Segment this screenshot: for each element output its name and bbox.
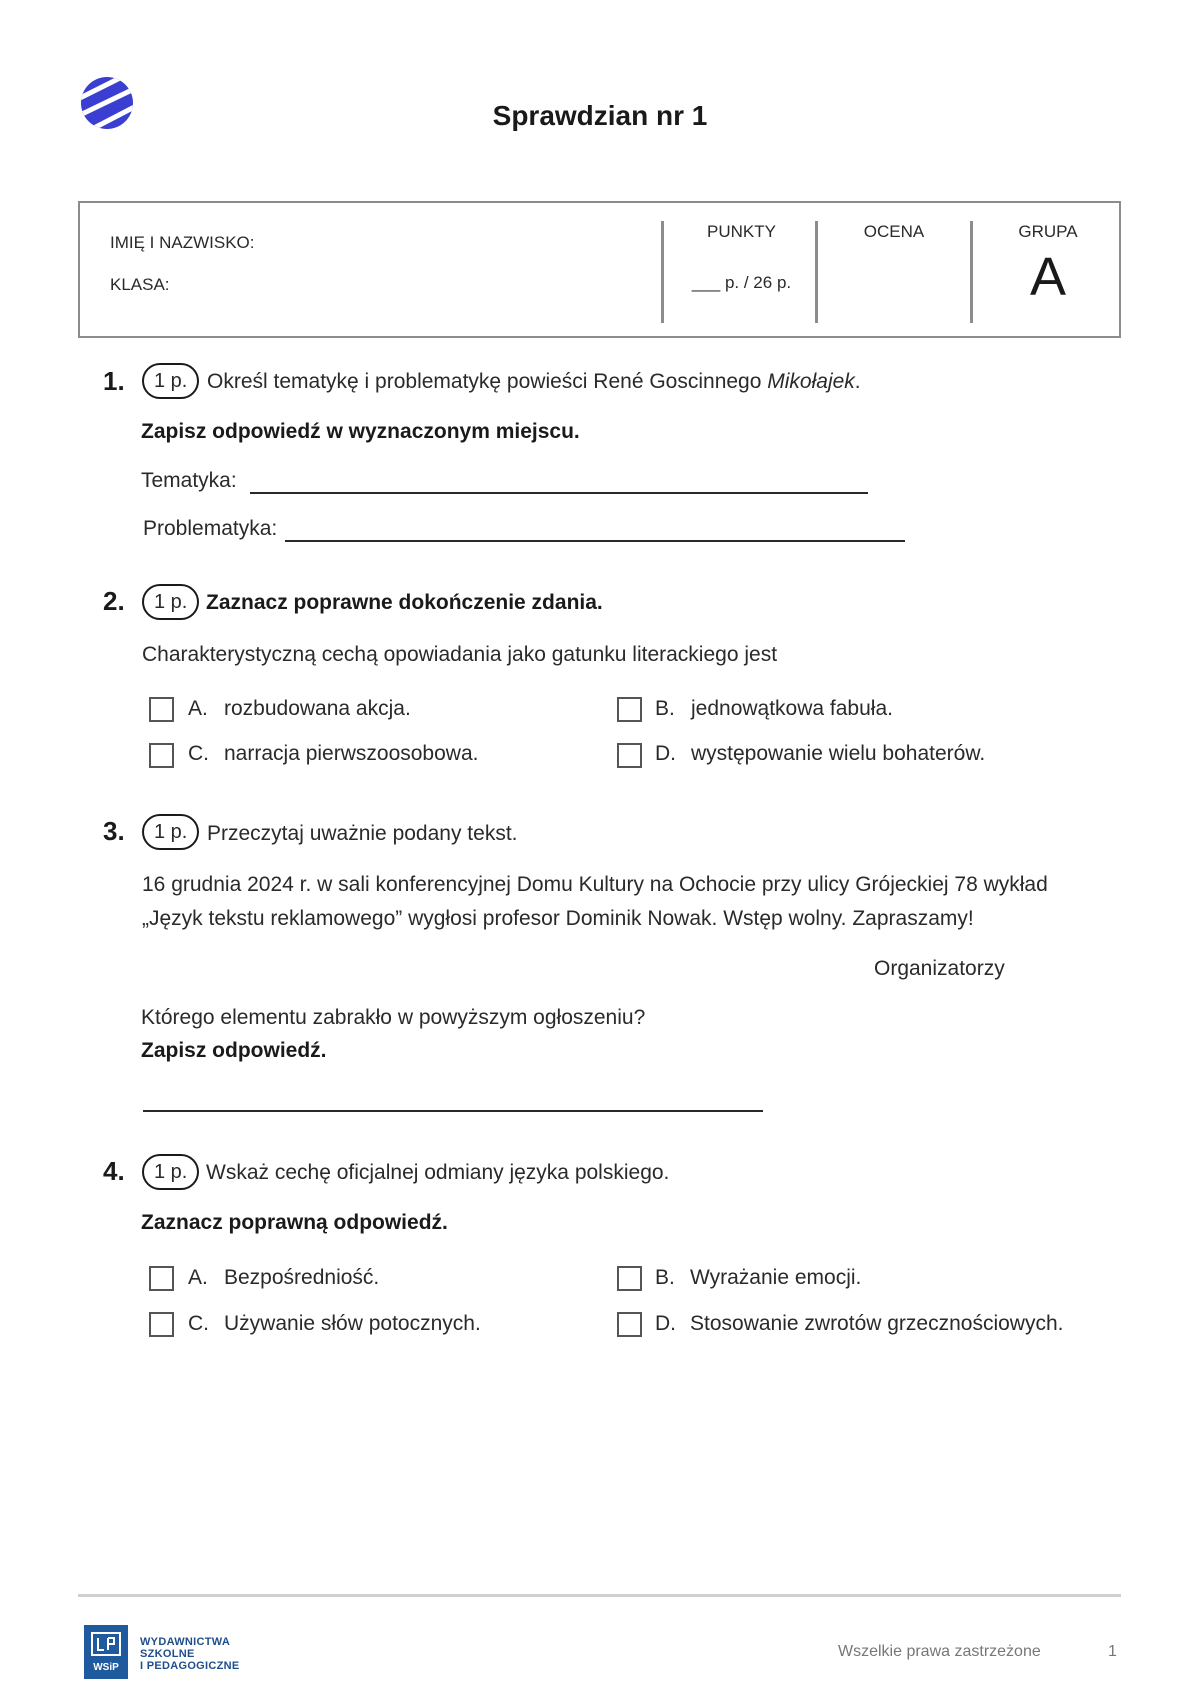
- option-d-checkbox[interactable]: [617, 743, 642, 768]
- points-badge: 1 p.: [142, 1154, 199, 1190]
- announcement-text: „Język tekstu reklamowego” wygłosi profesor Dominik Nowak. Wstęp wolny. Zapraszamy!: [142, 907, 974, 930]
- points-value: ___ p. / 26 p.: [691, 273, 792, 292]
- task-prompt: Wskaż cechę oficjalnej odmiany języka polskiego.: [206, 1161, 670, 1184]
- option-c-checkbox[interactable]: [149, 1312, 174, 1337]
- option-text: jednowątkowa fabuła.: [691, 697, 893, 720]
- points-header: PUNKTY: [707, 222, 776, 241]
- option-letter: B.: [655, 1266, 675, 1289]
- points-badge: 1 p.: [142, 584, 199, 620]
- option-letter: B.: [655, 697, 675, 720]
- option-text: Używanie słów potocznych.: [224, 1312, 481, 1335]
- task-instruction: Zapisz odpowiedź w wyznaczonym miejscu.: [141, 420, 580, 443]
- task-number: 1.: [103, 366, 125, 396]
- student-info-box: [78, 201, 1121, 338]
- task-prompt: Zaznacz poprawne dokończenie zdania.: [206, 591, 603, 614]
- copyright-notice: Wszelkie prawa zastrzeżone: [838, 1643, 1041, 1660]
- class-label: KLASA:: [110, 275, 170, 294]
- publisher-line: I PEDAGOGICZNE: [140, 1660, 240, 1672]
- field-label: Tematyka:: [141, 469, 237, 492]
- footer-divider: [78, 1594, 1121, 1597]
- option-letter: D.: [655, 1312, 676, 1335]
- group-header: GRUPA: [1018, 222, 1078, 241]
- name-label: IMIĘ I NAZWISKO:: [110, 233, 255, 252]
- task-number: 2.: [103, 586, 125, 616]
- option-text: rozbudowana akcja.: [224, 697, 411, 720]
- task-prompt: Przeczytaj uważnie podany tekst.: [207, 822, 518, 845]
- group-letter: A: [1029, 247, 1067, 307]
- page-number: 1: [1108, 1643, 1117, 1660]
- option-text: narracja pierwszoosobowa.: [224, 742, 479, 765]
- field-label: Problematyka:: [143, 517, 278, 540]
- points-badge: 1 p.: [142, 363, 199, 399]
- option-c-checkbox[interactable]: [149, 743, 174, 768]
- task-number: 3.: [103, 816, 125, 846]
- option-letter: C.: [188, 742, 209, 765]
- option-b-checkbox[interactable]: [617, 697, 642, 722]
- option-text: występowanie wielu bohaterów.: [691, 742, 986, 765]
- announcement-text: 16 grudnia 2024 r. w sali konferencyjnej Domu Kultury na Ochocie przy ulicy Grójeckiej 78 wykład: [142, 873, 1048, 896]
- publisher-line: SZKOLNE: [140, 1648, 195, 1660]
- wsip-logo-icon: [84, 1625, 128, 1679]
- option-a-checkbox[interactable]: [149, 697, 174, 722]
- publisher-line: WYDAWNICTWA: [140, 1636, 231, 1648]
- option-text: Wyrażanie emocji.: [690, 1266, 862, 1289]
- option-letter: C.: [188, 1312, 209, 1335]
- page-title: Sprawdzian nr 1: [492, 100, 708, 131]
- book-title: Mikołajek: [767, 370, 855, 393]
- task-question: Którego elementu zabrakło w powyższym ogłoszeniu?: [141, 1006, 646, 1029]
- task-stem: Charakterystyczną cechą opowiadania jako gatunku literackiego jest: [142, 643, 778, 666]
- option-d-checkbox[interactable]: [617, 1312, 642, 1337]
- answer-line[interactable]: [250, 492, 868, 494]
- option-text: Stosowanie zwrotów grzecznościowych.: [690, 1312, 1064, 1335]
- task-instruction: Zaznacz poprawną odpowiedź.: [141, 1211, 448, 1234]
- publisher-name: [140, 1636, 240, 1672]
- grade-header: OCENA: [863, 222, 925, 241]
- option-text: Bezpośredniość.: [224, 1266, 380, 1289]
- points-badge: 1 p.: [142, 814, 199, 850]
- announcement-signature: Organizatorzy: [874, 957, 1005, 980]
- answer-line[interactable]: [285, 540, 905, 542]
- option-a-checkbox[interactable]: [149, 1266, 174, 1291]
- wsip-logo-text: WSiP: [93, 1662, 119, 1673]
- task-number: 4.: [103, 1156, 125, 1186]
- task-prompt: Określ tematykę i problematykę powieści René Goscinnego Mikołajek.: [207, 370, 861, 393]
- option-letter: A.: [188, 697, 208, 720]
- option-b-checkbox[interactable]: [617, 1266, 642, 1291]
- task-instruction: Zapisz odpowiedź.: [141, 1039, 327, 1062]
- answer-line[interactable]: [143, 1110, 763, 1112]
- option-letter: A.: [188, 1266, 208, 1289]
- option-letter: D.: [655, 742, 676, 765]
